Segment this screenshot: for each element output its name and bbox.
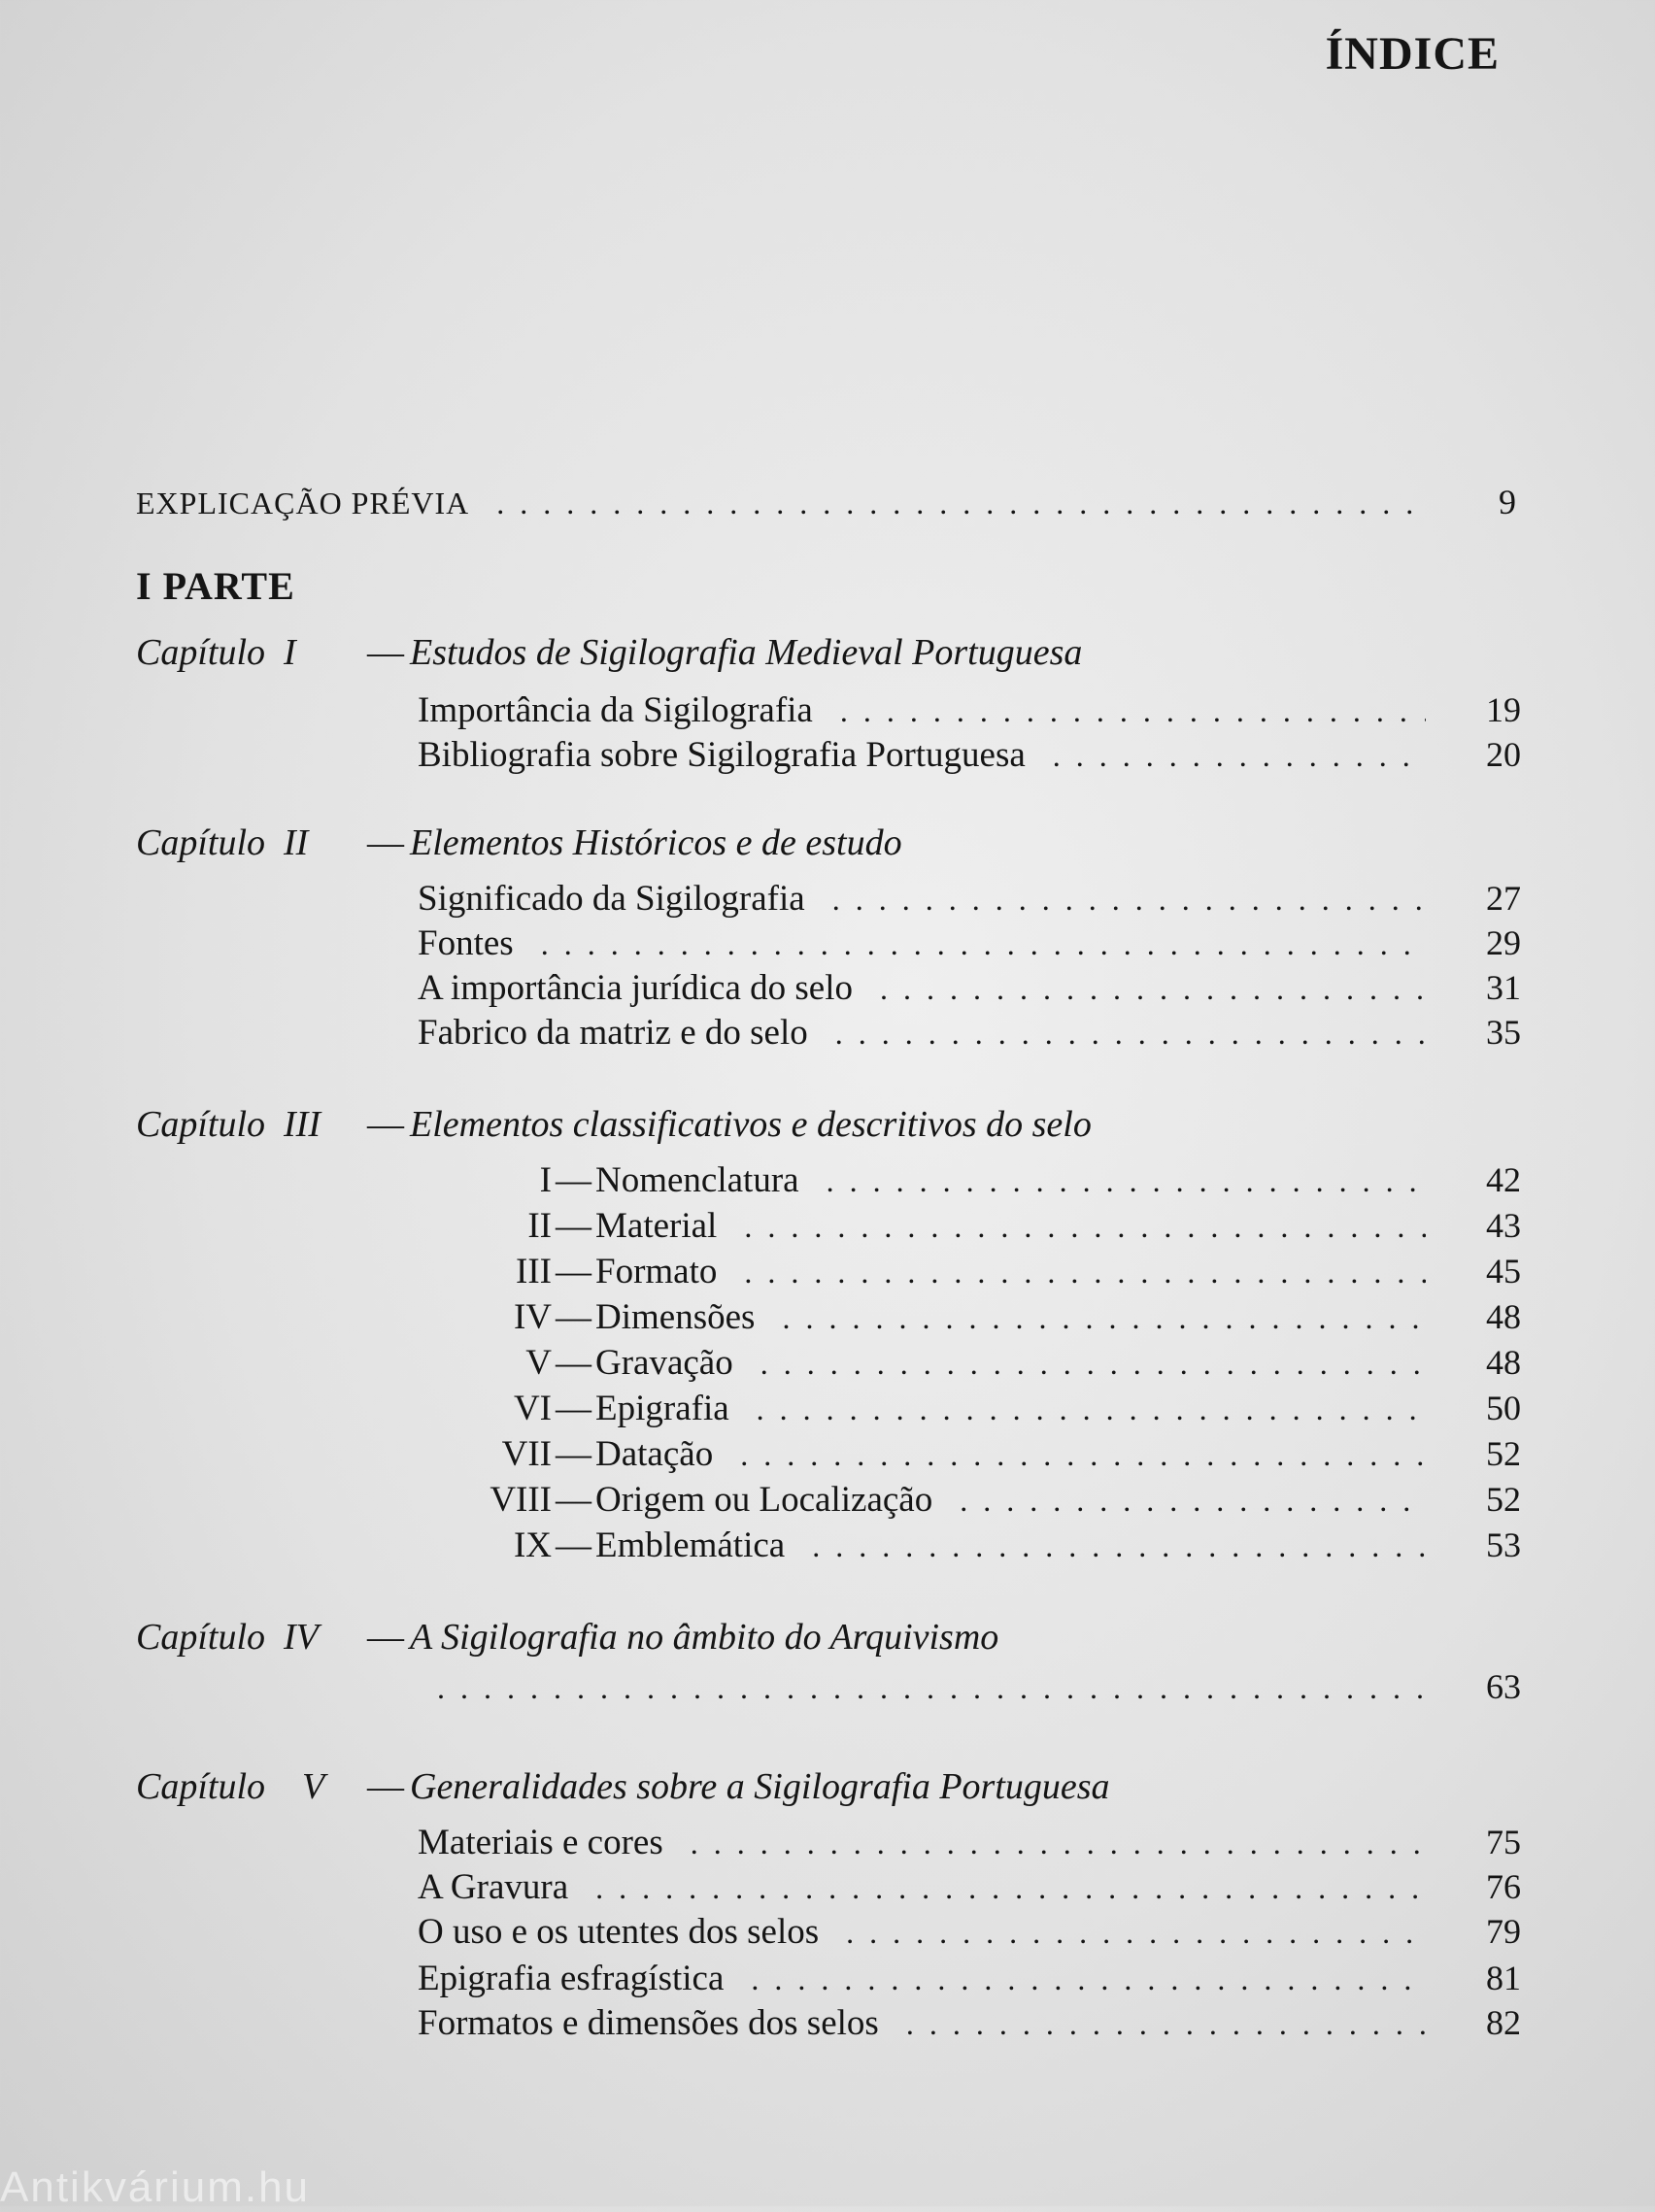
entry-dash: —	[556, 1343, 591, 1383]
toc-entry[interactable]	[418, 1205, 1521, 1247]
roman-numeral: VI	[513, 1389, 552, 1428]
chapter-dash: —	[367, 1617, 404, 1658]
chapter-dash: —	[367, 822, 404, 863]
toc-entry-title: Importância da Sigilografia	[418, 690, 813, 730]
toc-entry-title: Emblemática	[595, 1525, 786, 1565]
chapter-label: Capítulo	[136, 1104, 266, 1145]
toc-entry-title: Materiais e cores	[418, 1823, 663, 1862]
toc-entry[interactable]	[418, 1479, 1521, 1521]
toc-entry-title: Dimensões	[595, 1297, 756, 1337]
toc-entry-title: A importância jurídica do selo	[418, 968, 853, 1008]
leader-dots	[437, 1670, 1426, 1706]
toc-page-number: 48	[1486, 1297, 1521, 1336]
roman-numeral: IX	[513, 1525, 552, 1565]
toc-page-number: 45	[1486, 1252, 1521, 1290]
leader-dots	[827, 1163, 1426, 1199]
roman-numeral: II	[527, 1206, 552, 1246]
entry-dash: —	[556, 1252, 591, 1291]
leader-dots	[541, 926, 1426, 962]
chapter-dash: —	[367, 632, 404, 673]
chapter-heading-2	[136, 821, 902, 864]
toc-entry[interactable]	[418, 1525, 1521, 1566]
toc-page-number: 50	[1486, 1389, 1521, 1427]
leader-dots	[740, 1437, 1426, 1473]
toc-page-number: 9	[1499, 483, 1517, 521]
toc-page-number: 52	[1486, 1480, 1521, 1519]
chapter-heading-1	[136, 631, 1082, 674]
leader-dots	[840, 693, 1426, 729]
toc-page-number: 81	[1486, 1959, 1521, 1997]
toc-page-number: 35	[1486, 1013, 1521, 1052]
toc-page-number: 76	[1486, 1867, 1521, 1906]
leader-dots	[880, 971, 1426, 1007]
toc-entry-title: Nomenclatura	[595, 1160, 799, 1200]
toc-entry-explicacao[interactable]	[136, 482, 1517, 522]
toc-entry[interactable]	[418, 1822, 1521, 1863]
chapter-dash: —	[367, 1766, 404, 1807]
toc-entry-title: Datação	[595, 1434, 714, 1474]
toc-page-number: 63	[1486, 1667, 1521, 1706]
toc-page-number: 31	[1486, 968, 1521, 1007]
toc-entry-title: Gravação	[595, 1343, 733, 1383]
chapter-number: II	[284, 822, 309, 863]
toc-entry-title: Formatos e dimensões dos selos	[418, 2003, 879, 2043]
toc-entry[interactable]	[418, 689, 1521, 731]
roman-numeral: I	[539, 1160, 552, 1200]
leader-dots	[782, 1300, 1426, 1336]
toc-entry-title: Epigrafia	[595, 1389, 729, 1428]
part-heading: I PARTE	[136, 564, 295, 608]
page-title: ÍNDICE	[1325, 28, 1500, 80]
leader-dots	[835, 1016, 1426, 1052]
toc-entry[interactable]	[418, 2002, 1521, 2044]
leader-dots	[1053, 738, 1426, 774]
toc-page-number: 20	[1486, 735, 1521, 774]
chapter-title: Generalidades sobre a Sigilografia Portuguesa	[410, 1766, 1110, 1807]
toc-entry-title: Formato	[595, 1252, 718, 1291]
leader-dots	[751, 1961, 1426, 1997]
toc-entry[interactable]	[418, 1251, 1521, 1292]
leader-dots	[744, 1209, 1426, 1245]
roman-numeral: V	[525, 1343, 552, 1383]
leader-dots	[760, 1346, 1426, 1382]
toc-page-number: 82	[1486, 2003, 1521, 2042]
toc-entry[interactable]	[418, 1866, 1521, 1908]
roman-numeral: IV	[513, 1297, 552, 1337]
toc-entry[interactable]	[418, 1012, 1521, 1054]
toc-entry-title: Material	[595, 1206, 718, 1246]
toc-entry-title: A Gravura	[418, 1867, 569, 1907]
toc-entry-title: Origem ou Localização	[595, 1480, 933, 1520]
entry-dash: —	[556, 1434, 591, 1474]
entry-dash: —	[556, 1297, 591, 1337]
chapter-number: IV	[284, 1617, 319, 1658]
chapter-label: Capítulo	[136, 822, 266, 863]
chapter-title: Elementos Históricos e de estudo	[410, 822, 902, 863]
chapter-number: III	[284, 1104, 321, 1145]
chapter-number: V	[302, 1766, 325, 1807]
leader-dots	[906, 2006, 1426, 2042]
toc-entry-title: Significado da Sigilografia	[418, 879, 805, 919]
toc-entry[interactable]	[418, 1388, 1521, 1429]
toc-page-number: 42	[1486, 1160, 1521, 1199]
chapter-title: A Sigilografia no âmbito do Arquivismo	[410, 1617, 999, 1658]
leader-dots	[846, 1915, 1426, 1951]
entry-dash: —	[556, 1160, 591, 1200]
chapter-heading-5	[136, 1765, 1110, 1808]
roman-numeral: VII	[501, 1434, 552, 1474]
entry-dash: —	[556, 1206, 591, 1246]
chapter-label: Capítulo	[136, 632, 266, 673]
entry-dash: —	[556, 1525, 591, 1565]
leader-dots	[757, 1391, 1426, 1427]
entry-dash: —	[556, 1480, 591, 1520]
toc-entry[interactable]	[418, 878, 1521, 920]
leader-dots	[832, 882, 1426, 918]
toc-page-number: 27	[1486, 879, 1521, 918]
leader-dots	[595, 1870, 1426, 1906]
leader-dots	[496, 486, 1422, 521]
toc-entry-title: O uso e os utentes dos selos	[418, 1912, 820, 1952]
leader-dots	[960, 1483, 1426, 1519]
toc-page-number: 19	[1486, 690, 1521, 729]
toc-entry-title: EXPLICAÇÃO PRÉVIA	[136, 486, 470, 520]
toc-entry[interactable]	[418, 1296, 1521, 1338]
toc-page-number: 53	[1486, 1525, 1521, 1564]
toc-page-number: 29	[1486, 923, 1521, 962]
chapter-number: I	[284, 632, 296, 673]
entry-dash: —	[556, 1389, 591, 1428]
chapter-label: Capítulo	[136, 1617, 266, 1658]
chapter-dash: —	[367, 1104, 404, 1145]
roman-numeral: III	[516, 1252, 552, 1291]
toc-page-number: 75	[1486, 1823, 1521, 1861]
watermark: Antikvárium.hu	[0, 2163, 311, 2211]
toc-entry[interactable]	[418, 922, 1521, 964]
toc-entry-title: Fabrico da matriz e do selo	[418, 1013, 808, 1053]
toc-entry[interactable]	[418, 1911, 1521, 1953]
toc-page-number: 79	[1486, 1912, 1521, 1951]
chapter-heading-3	[136, 1103, 1092, 1146]
toc-entry[interactable]	[418, 967, 1521, 1009]
toc-entry[interactable]	[418, 1433, 1521, 1475]
toc-entry[interactable]	[418, 1342, 1521, 1384]
chapter-title: Estudos de Sigilografia Medieval Portuguesa	[410, 632, 1083, 673]
leader-dots	[812, 1528, 1426, 1564]
toc-page-number: 48	[1486, 1343, 1521, 1382]
toc-page-number: 52	[1486, 1434, 1521, 1473]
chapter-label: Capítulo	[136, 1766, 266, 1807]
toc-entry-title: Bibliografia sobre Sigilografia Portuguesa	[418, 735, 1026, 775]
leader-dots	[744, 1255, 1426, 1290]
toc-entry[interactable]	[418, 1159, 1521, 1201]
toc-entry-chapter-4[interactable]	[437, 1666, 1521, 1707]
toc-page-number: 43	[1486, 1206, 1521, 1245]
toc-entry-title: Epigrafia esfragística	[418, 1959, 725, 1998]
roman-numeral: VIII	[490, 1480, 552, 1520]
toc-entry[interactable]	[418, 1958, 1521, 1999]
toc-entry[interactable]	[418, 734, 1521, 776]
chapter-heading-4	[136, 1616, 998, 1659]
toc-entry-title: Fontes	[418, 923, 514, 963]
leader-dots	[691, 1826, 1426, 1861]
chapter-title: Elementos classificativos e descritivos do selo	[410, 1104, 1092, 1145]
